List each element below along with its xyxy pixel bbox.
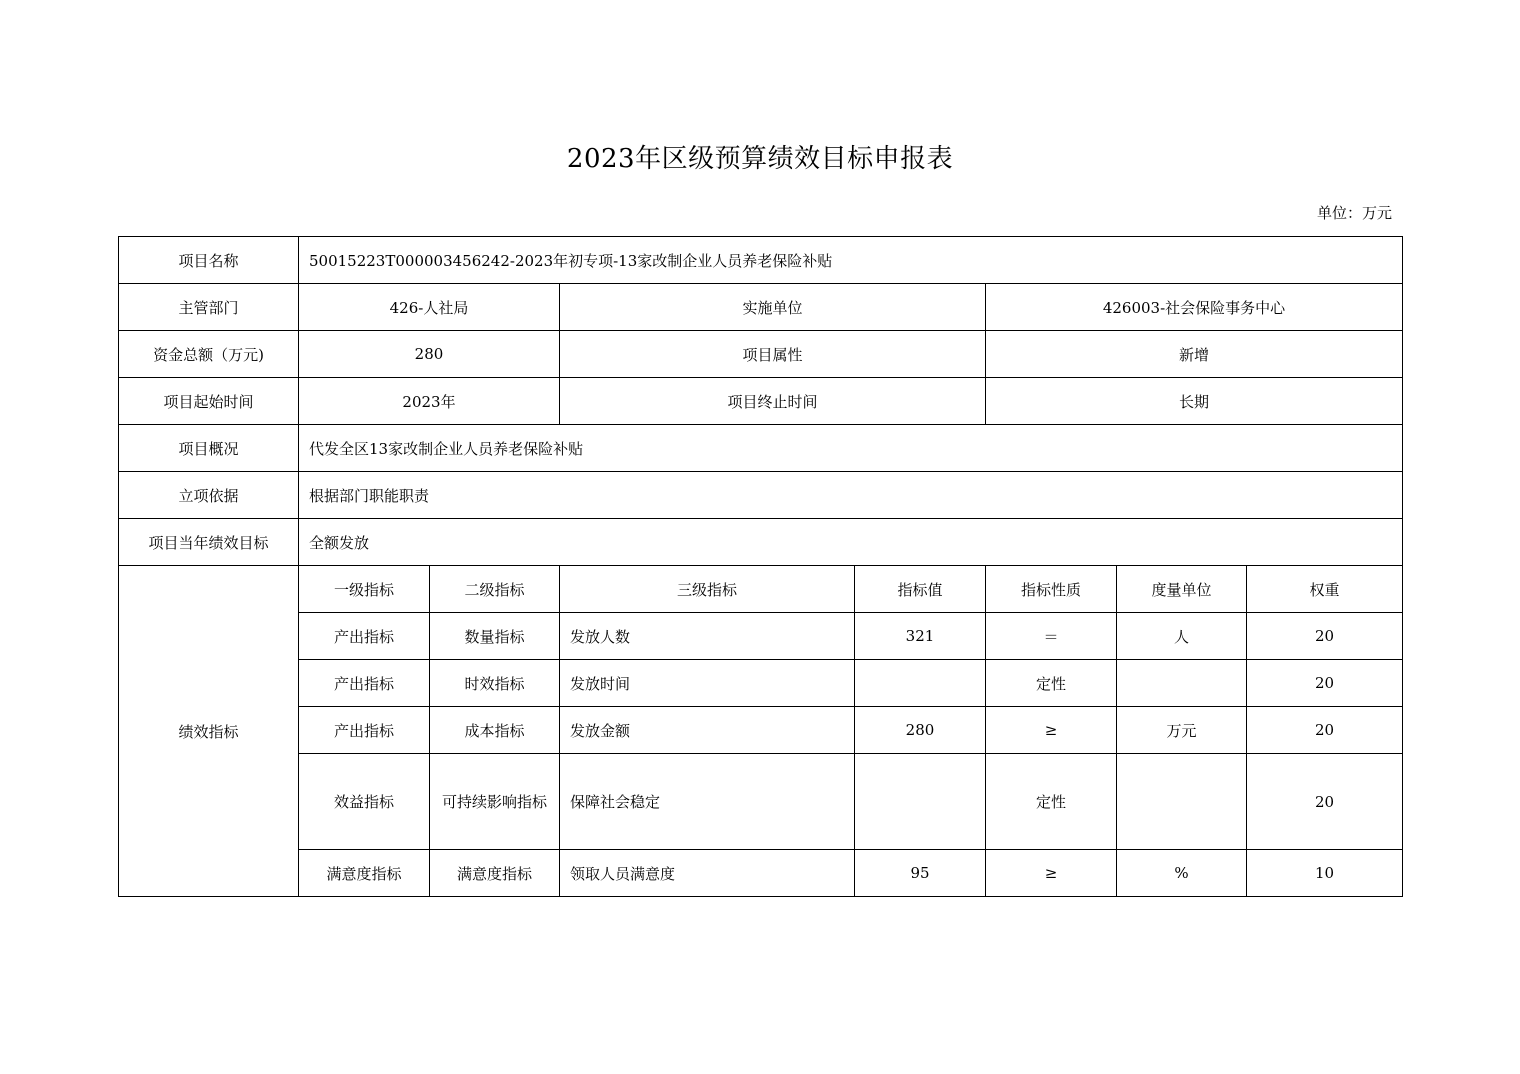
department-label: 主管部门 bbox=[119, 284, 299, 331]
indicator-level1: 产出指标 bbox=[299, 660, 430, 707]
indicator-header-row bbox=[119, 566, 1403, 613]
indicator-value: 321 bbox=[855, 613, 986, 660]
implementer-label: 实施单位 bbox=[560, 284, 986, 331]
overview-label: 项目概况 bbox=[119, 425, 299, 472]
header-level3: 三级指标 bbox=[560, 566, 855, 613]
attribute-label: 项目属性 bbox=[560, 331, 986, 378]
indicator-weight: 20 bbox=[1247, 660, 1403, 707]
total-funds-value: 280 bbox=[299, 331, 560, 378]
indicator-unit: 人 bbox=[1117, 613, 1247, 660]
indicator-unit bbox=[1117, 660, 1247, 707]
indicator-row bbox=[119, 754, 1403, 850]
indicators-section-label: 绩效指标 bbox=[119, 566, 299, 897]
indicator-nature: ≥ bbox=[986, 850, 1117, 897]
indicator-row bbox=[119, 613, 1403, 660]
indicator-level2: 时效指标 bbox=[430, 660, 560, 707]
indicator-value: 95 bbox=[855, 850, 986, 897]
indicator-level3: 发放时间 bbox=[560, 660, 855, 707]
end-value: 长期 bbox=[986, 378, 1403, 425]
indicator-weight: 20 bbox=[1247, 754, 1403, 850]
department-value: 426-人社局 bbox=[299, 284, 560, 331]
indicator-weight: 20 bbox=[1247, 613, 1403, 660]
indicator-value bbox=[855, 754, 986, 850]
row-project-name bbox=[119, 237, 1403, 284]
indicator-nature: ＝ bbox=[986, 613, 1117, 660]
indicator-row bbox=[119, 850, 1403, 897]
indicator-level3: 保障社会稳定 bbox=[560, 754, 855, 850]
indicator-nature: ≥ bbox=[986, 707, 1117, 754]
indicator-level3: 发放金额 bbox=[560, 707, 855, 754]
page-title: 2023年区级预算绩效目标申报表 bbox=[566, 144, 954, 174]
end-label: 项目终止时间 bbox=[560, 378, 986, 425]
overview-value: 代发全区13家改制企业人员养老保险补贴 bbox=[299, 425, 1403, 472]
indicator-level2: 数量指标 bbox=[430, 613, 560, 660]
indicator-level2 bbox=[430, 754, 560, 850]
indicator-level3: 发放人数 bbox=[560, 613, 855, 660]
indicator-level3: 领取人员满意度 bbox=[560, 850, 855, 897]
header-weight: 权重 bbox=[1247, 566, 1403, 613]
row-overview bbox=[119, 425, 1403, 472]
indicator-weight: 10 bbox=[1247, 850, 1403, 897]
implementer-value: 426003-社会保险事务中心 bbox=[986, 284, 1403, 331]
header-level2: 二级指标 bbox=[430, 566, 560, 613]
indicator-unit: 万元 bbox=[1117, 707, 1247, 754]
indicator-value bbox=[855, 660, 986, 707]
budget-form-table bbox=[118, 236, 1403, 897]
header-value: 指标值 bbox=[855, 566, 986, 613]
header-unit: 度量单位 bbox=[1117, 566, 1247, 613]
indicator-row bbox=[119, 707, 1403, 754]
goal-value: 全额发放 bbox=[299, 519, 1403, 566]
project-name-value: 50015223T000003456242-2023年初专项-13家改制企业人员养老保险补贴 bbox=[299, 237, 1403, 284]
basis-label: 立项依据 bbox=[119, 472, 299, 519]
indicator-level2: 满意度指标 bbox=[430, 850, 560, 897]
indicator-nature: 定性 bbox=[986, 660, 1117, 707]
project-name-label: 项目名称 bbox=[119, 237, 299, 284]
row-department bbox=[119, 284, 1403, 331]
start-value: 2023年 bbox=[299, 378, 560, 425]
indicator-row bbox=[119, 660, 1403, 707]
indicator-level2-text: 可持续影响指标 bbox=[441, 792, 547, 811]
indicator-level1: 效益指标 bbox=[299, 754, 430, 850]
indicator-level1: 产出指标 bbox=[299, 613, 430, 660]
indicator-nature: 定性 bbox=[986, 754, 1117, 850]
row-goal bbox=[119, 519, 1403, 566]
header-level1: 一级指标 bbox=[299, 566, 430, 613]
goal-label: 项目当年绩效目标 bbox=[119, 519, 299, 566]
indicator-level1: 产出指标 bbox=[299, 707, 430, 754]
indicator-unit: % bbox=[1117, 850, 1247, 897]
row-time bbox=[119, 378, 1403, 425]
total-funds-label: 资金总额（万元) bbox=[119, 331, 299, 378]
header-nature: 指标性质 bbox=[986, 566, 1117, 613]
start-label: 项目起始时间 bbox=[119, 378, 299, 425]
basis-value: 根据部门职能职责 bbox=[299, 472, 1403, 519]
row-total-funds bbox=[119, 331, 1403, 378]
row-basis bbox=[119, 472, 1403, 519]
indicator-level2: 成本指标 bbox=[430, 707, 560, 754]
unit-label: 单位：万元 bbox=[1316, 204, 1392, 222]
indicator-weight: 20 bbox=[1247, 707, 1403, 754]
attribute-value: 新增 bbox=[986, 331, 1403, 378]
indicator-value: 280 bbox=[855, 707, 986, 754]
indicator-unit bbox=[1117, 754, 1247, 850]
indicator-level1: 满意度指标 bbox=[299, 850, 430, 897]
